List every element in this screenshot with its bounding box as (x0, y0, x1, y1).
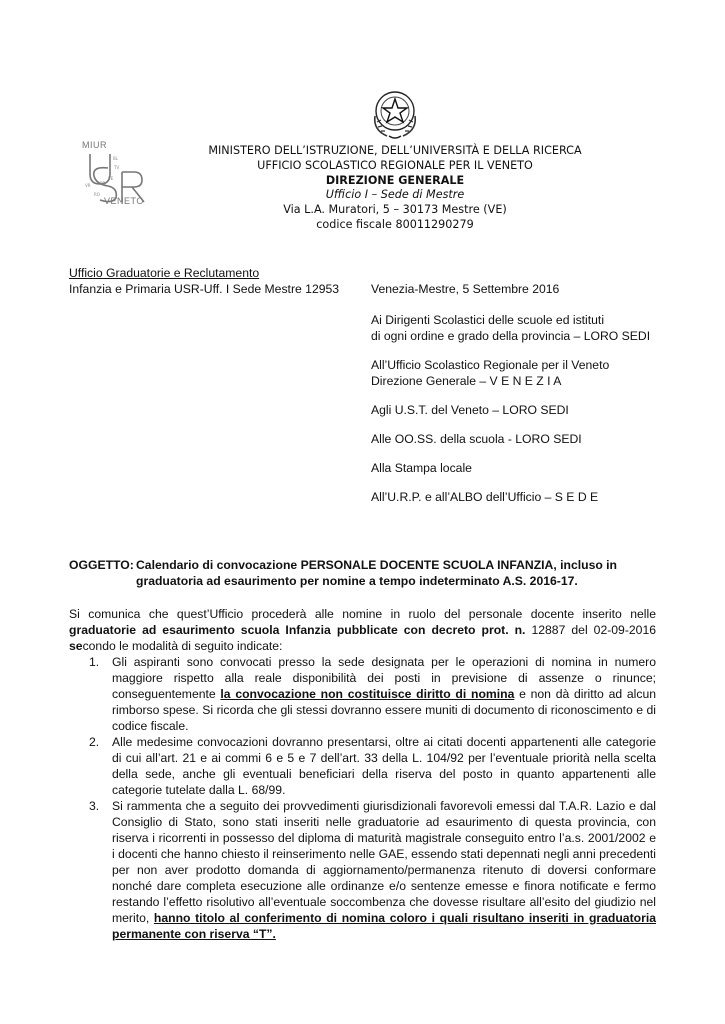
letter-body (69, 606, 656, 942)
sender-protocol: Infanzia e Primaria USR-Uff. I Sede Mestre 12953 (69, 282, 340, 296)
letter-date: Venezia-Mestre, 5 Settembre 2016 (371, 282, 560, 296)
svg-text:VE: VE (108, 176, 114, 181)
subject-block (69, 557, 629, 589)
regional-office-name: UFFICIO SCOLASTICO REGIONALE PER IL VENETO (257, 158, 533, 172)
recipient-line: Alle OO.SS. della scuola - LORO SEDI (371, 432, 582, 446)
recipient-line: Agli U.S.T. del Veneto – LORO SEDI (371, 403, 569, 417)
unit-name: Ufficio I – Sede di Mestre (325, 188, 465, 202)
recipient-line: All’Ufficio Scolastico Regionale per il Veneto (371, 358, 610, 372)
logo-miur-text: MIUR (82, 140, 107, 150)
list-item (69, 654, 656, 734)
item-underlined-text: hanno titolo al conferimento di nomina coloro i quali risultano inseriti in graduatoria permanente con riserva “T”. (112, 911, 656, 941)
recipient-line: Alla Stampa locale (371, 461, 472, 475)
recipient-item (371, 357, 671, 389)
ministry-name: MINISTERO DELL’ISTRUZIONE, DELL’UNIVERSITÀ E DELLA RICERCA (208, 144, 582, 157)
item-text: e non dà diritto ad alcun rimborso spese. Si ricorda che gli stessi dovranno essere muniti di documento di riconoscimento e di codice fiscale. (112, 687, 657, 733)
intro-paragraph (69, 606, 656, 654)
conditions-list (69, 654, 656, 942)
svg-text:RO: RO (94, 192, 100, 197)
subject-line-1: Calendario di convocazione PERSONALE DOCENTE SCUOLA INFANZIA, incluso in (136, 558, 618, 572)
intro-text: 12887 del 02-09-2016 (525, 623, 657, 637)
svg-text:VR: VR (85, 183, 91, 188)
list-item (69, 798, 656, 942)
recipient-item (371, 312, 671, 344)
svg-text:PD: PD (100, 181, 106, 186)
intro-bold-text: se (69, 639, 83, 653)
usr-veneto-logo (78, 140, 158, 212)
list-item (69, 734, 656, 798)
svg-text:TV: TV (114, 165, 120, 170)
italian-republic-emblem-icon (369, 86, 421, 140)
list-number: 3. (89, 799, 100, 813)
item-text: Si rammenta che a seguito dei provvedimenti giurisdizionali favorevoli emessi dal T.A.R. Lazio e dal Consiglio di Stato, sono stati inseriti nelle graduatorie ad esaurimento di questa provincia, con riserva i ricorrenti in possesso del diploma di maturità magistrale conseguito entro l’a.s. 2001/2002 e i docenti che hanno chiesto il reinserimento nelle GAE, essendo stati depennati negli anni precedenti per non aver prodotto domanda di aggiornamento/permanenza ritenuto di doversi conformare nonché dare completa esecuzione alle ordinanze e/o sentenze emesse e finora notificate e fermo restando l’effetto risolutivo all’eventuale soccombenza che dovesse risultare all’esito del giudizio nel merito, (112, 799, 656, 925)
recipient-item (371, 431, 671, 447)
item-text: Alle medesime convocazioni dovranno presentarsi, oltre ai citati docenti appartenenti alle categorie di cui all’art. 21 e ai commi 6 e 5 e 7 dell’art. 33 della L. 104/92 per l’eventuale priorità nella scelta della sede, anche gli eventuali beneficiari della riserva del posto in quanto appartenenti alle categorie tutelate dalla L. 68/99. (112, 735, 656, 797)
recipient-item (371, 402, 671, 418)
office-address: Via L.A. Muratori, 5 – 30173 Mestre (VE) (283, 203, 507, 217)
intro-text: condo le modalità di seguito indicate: (82, 639, 283, 653)
intro-bold-text: graduatorie ad esaurimento scuola Infanzia pubblicate con decreto prot. n. (69, 623, 526, 637)
direction-name: DIREZIONE GENERALE (325, 173, 465, 187)
item-underlined-text: la convocazione non costituisce diritto di nomina (220, 687, 515, 701)
recipient-line: Ai Dirigenti Scolastici delle scuole ed istituti (371, 313, 605, 327)
list-number: 1. (89, 655, 100, 669)
recipient-item (371, 489, 671, 505)
list-number: 2. (89, 735, 100, 749)
recipient-line: Direzione Generale – V E N E Z I A (371, 374, 562, 388)
logo-veneto-text: VENETO (104, 196, 144, 206)
sender-block (69, 265, 339, 297)
item-text: Gli aspiranti sono convocati presso la sede designata per le operazioni di nomina in numero maggiore rispetto alla reale disponibilità dei posti in previsione di assenze o rinunce; conseguentemente (112, 655, 656, 701)
subject-label: OGGETTO: (69, 558, 134, 572)
sender-office: Ufficio Graduatorie e Reclutamento (69, 266, 260, 280)
subject-line-2: graduatoria ad esaurimento per nomine a tempo indeterminato A.S. 2016-17. (136, 574, 578, 588)
letterhead (160, 144, 630, 233)
recipient-line: All’U.R.P. e all’ALBO dell’Ufficio – S E D E (371, 490, 599, 504)
intro-text: Si comunica che quest’Ufficio procederà alle nomine in ruolo del personale docente inserito nelle (69, 607, 656, 621)
svg-text:BL: BL (113, 156, 118, 161)
tax-code: codice fiscale 80011290279 (316, 217, 474, 231)
recipient-line: di ogni ordine e grado della provincia – LORO SEDI (371, 329, 651, 343)
recipients-list (371, 312, 671, 518)
recipient-item (371, 460, 671, 476)
